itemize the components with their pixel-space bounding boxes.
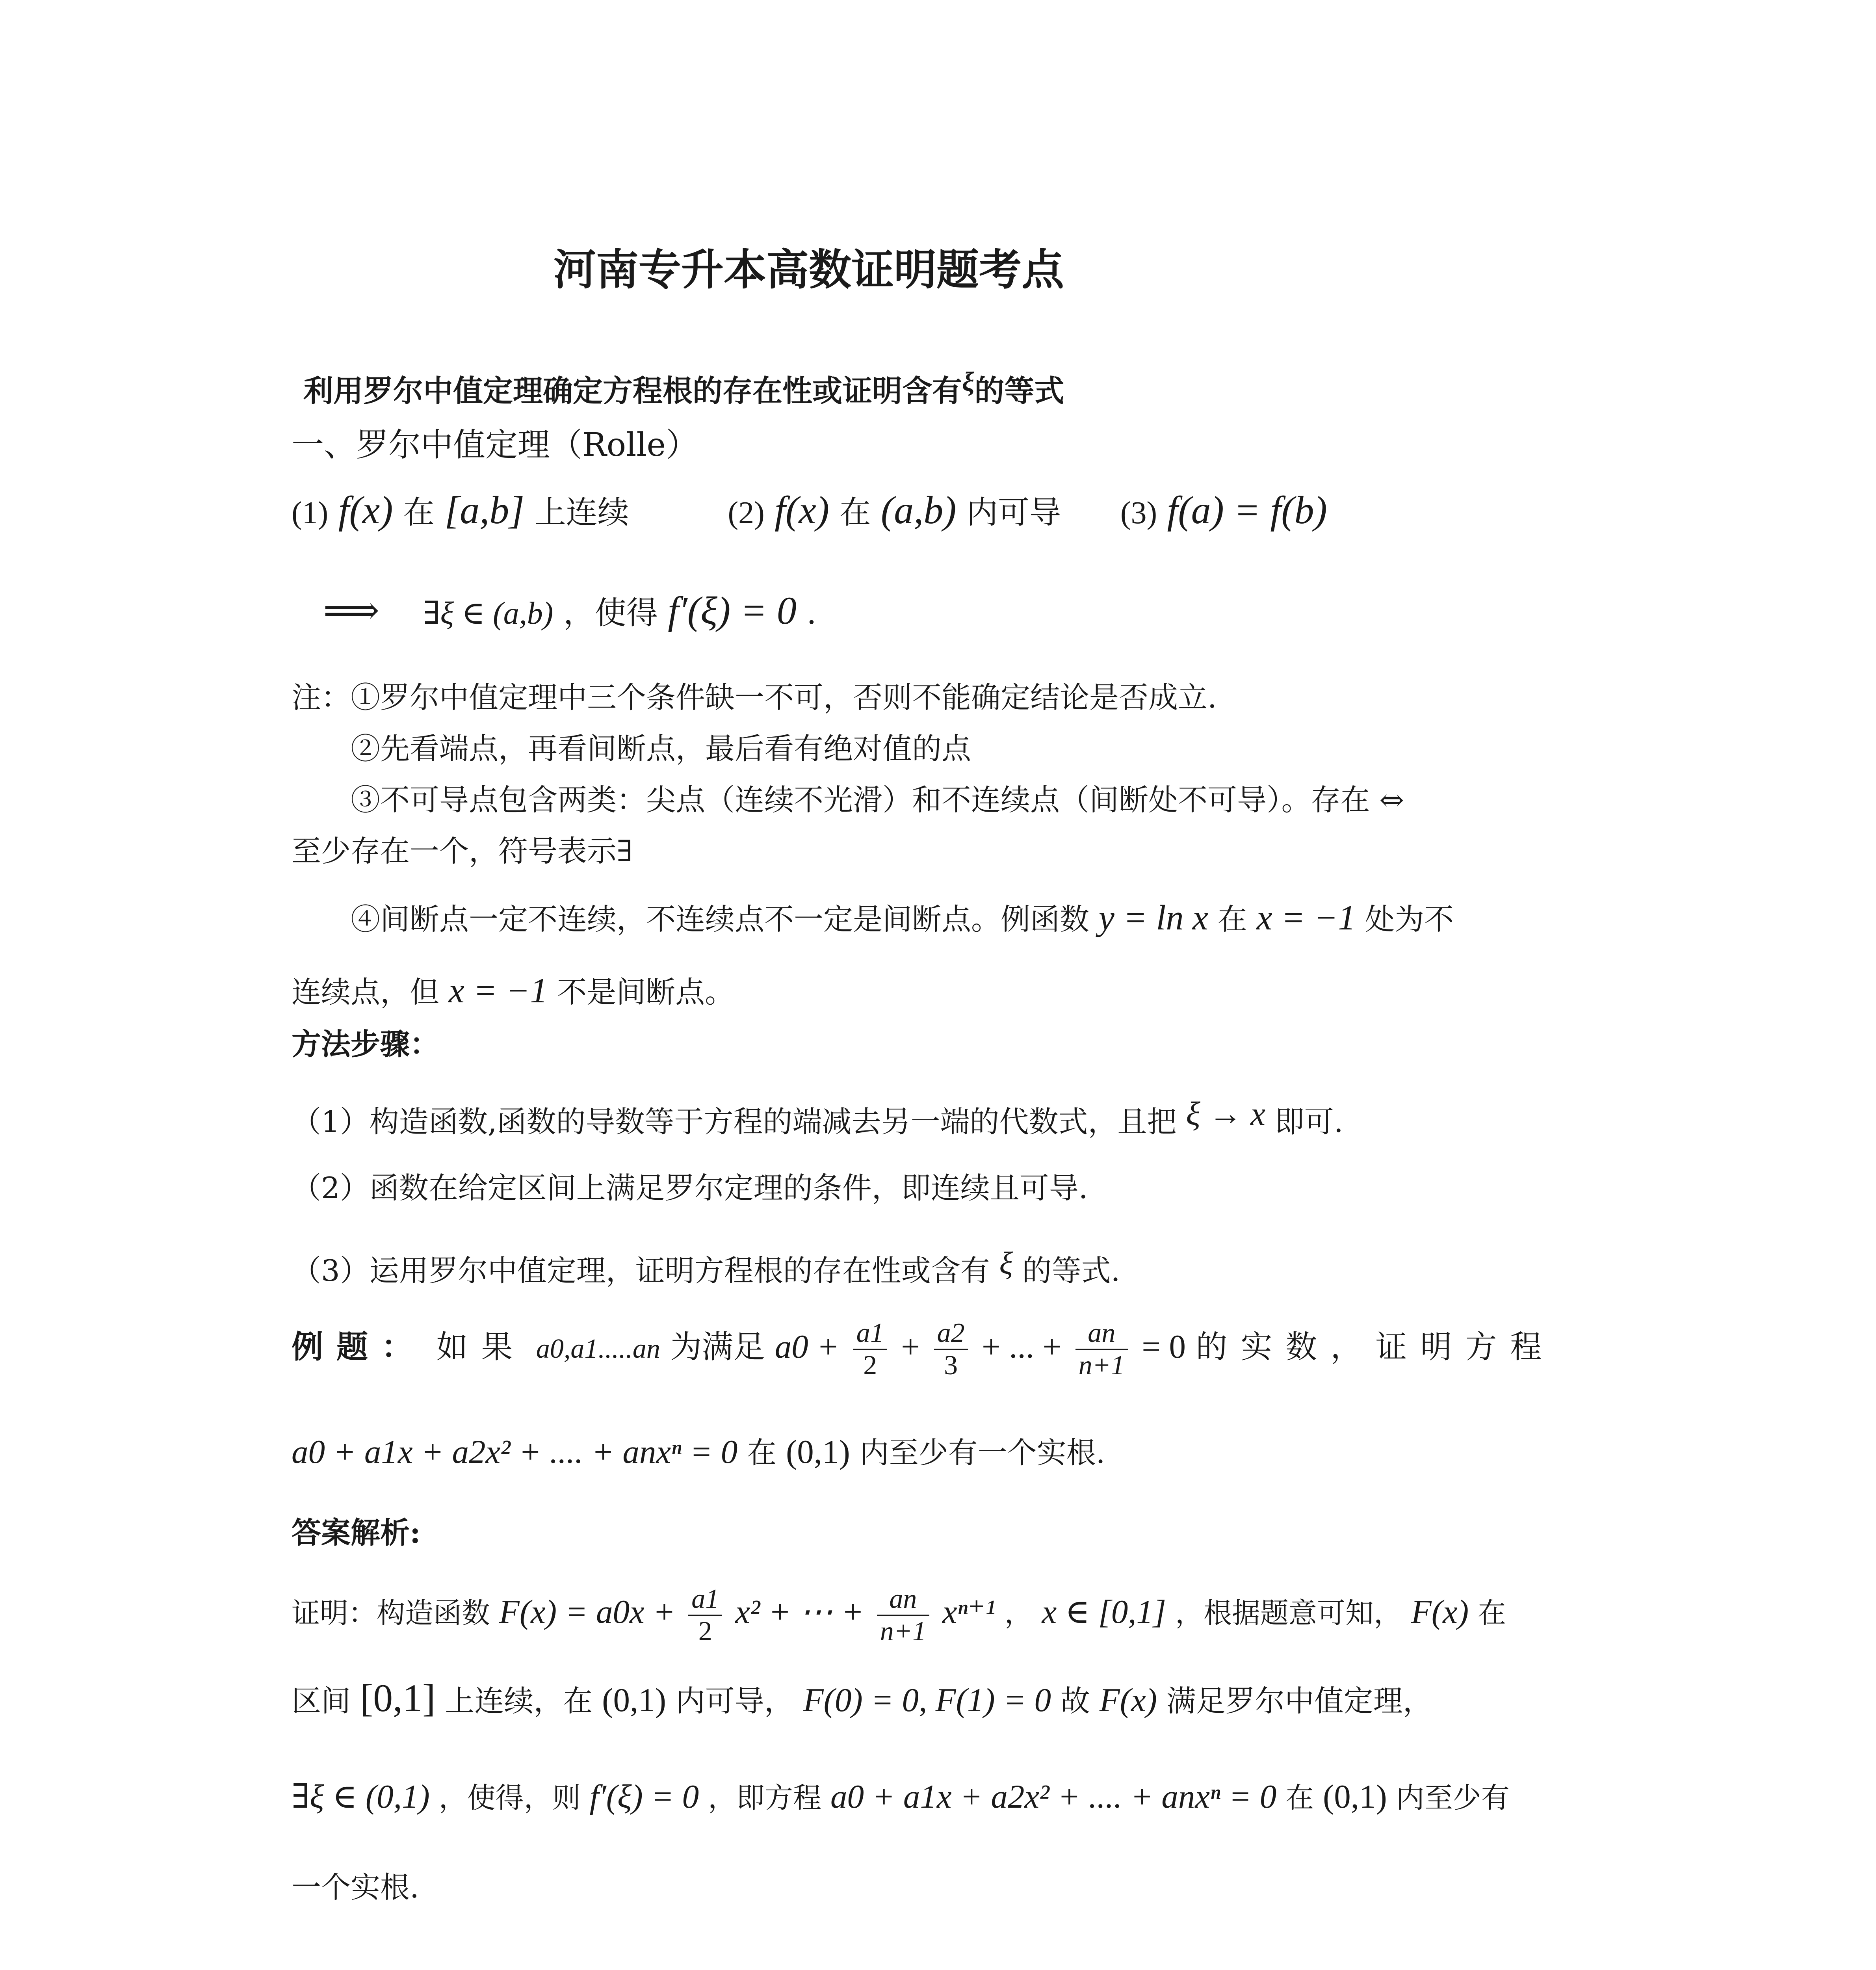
subtitle-text-end: 的等式 xyxy=(974,373,1064,409)
proof-3-end: 内至少有 xyxy=(1396,1781,1510,1814)
example-frac-1-den: 2 xyxy=(863,1350,877,1381)
example-cond: 为满足 xyxy=(670,1329,765,1365)
example-line-2-mid: 在 xyxy=(747,1435,777,1470)
step-3-xi: ξ xyxy=(999,1246,1013,1281)
proof-3-text-c: 在 xyxy=(1285,1781,1314,1814)
example-tail: 的实数，证明方程 xyxy=(1196,1329,1555,1365)
proof-1-F: F(x) = a0x + xyxy=(499,1593,676,1630)
note-4a-expr: y = ln x xyxy=(1098,898,1208,937)
answer-heading: 答案解析: xyxy=(292,1515,421,1550)
example-vars: a0,a1.....an xyxy=(536,1334,660,1364)
example-frac-2-num: a2 xyxy=(934,1318,968,1350)
cond2-func: f(x) xyxy=(775,488,830,532)
rolle-conditions xyxy=(292,489,1327,535)
proof-2-Fx: F(x) xyxy=(1099,1682,1157,1719)
proof-2-vals: F(0) = 0, F(1) = 0 xyxy=(803,1682,1051,1719)
example-eq: = 0 xyxy=(1142,1328,1186,1365)
cond1-end: 上连续 xyxy=(534,494,629,531)
note-4b-text: 连续点，但 xyxy=(292,975,440,1009)
cond1-interval: [a,b] xyxy=(444,488,525,532)
note-4a-x: x = −1 xyxy=(1256,898,1356,937)
step-1 xyxy=(292,1095,1343,1143)
proof-line-4: 一个实根. xyxy=(292,1870,419,1905)
example-label: 例题： xyxy=(292,1328,426,1365)
example-dots: + ... + xyxy=(982,1328,1062,1365)
proof-frac-1 xyxy=(688,1584,722,1647)
proof-2-text: 区间 xyxy=(292,1684,351,1718)
proof-3-exists: ∃ξ ∈ (0,1) xyxy=(292,1778,430,1815)
example-frac-1-num: a1 xyxy=(853,1318,887,1350)
cond2-label: (2) xyxy=(728,496,765,530)
cond2-mid: 在 xyxy=(839,494,871,531)
proof-frac-1-num: a1 xyxy=(688,1584,722,1616)
proof-2-open: (0,1) xyxy=(602,1682,667,1719)
proof-line-2 xyxy=(292,1676,1432,1723)
proof-1-domain: x ∈ [0,1] xyxy=(1042,1593,1166,1630)
example-line-1: 例题： 如果 a0,a1.....an 为满足 a0 + $\frac{a1}{2}$ + $\frac{a2}{3}$ + ... + $\frac{an}{n+1}$ = 0 的实数，证明方程 xyxy=(292,1318,1555,1381)
proof-frac-2-den: n+1 xyxy=(880,1616,926,1647)
subtitle-text: 利用罗尔中值定理确定方程根的存在性或证明含有 xyxy=(303,373,962,409)
proof-2-end: 满足罗尔中值定理， xyxy=(1166,1684,1432,1718)
cond2-end: 内可导 xyxy=(966,494,1061,531)
proof-line-1 xyxy=(292,1584,1506,1647)
cond3-expr: f(a) = f(b) xyxy=(1167,488,1327,532)
proof-3-text-b: ，即方程 xyxy=(708,1781,822,1814)
proof-1-xn: xⁿ⁺¹ xyxy=(942,1593,996,1630)
conclusion-expr: f′(ξ) = 0 xyxy=(668,589,797,632)
note-1: 注：①罗尔中值定理中三个条件缺一不可，否则不能确定结论是否成立. xyxy=(292,680,1217,715)
proof-1-text: 证明：构造函数 xyxy=(292,1596,490,1630)
cond1-label: (1) xyxy=(292,496,329,530)
proof-1-end: 在 xyxy=(1478,1596,1506,1630)
proof-frac-2 xyxy=(877,1584,929,1647)
note-4a xyxy=(351,896,1454,941)
proof-line-3 xyxy=(292,1775,1510,1819)
step-1-end: 即可. xyxy=(1274,1104,1343,1139)
step-1-expr: ξ → x xyxy=(1186,1095,1266,1132)
example-frac-2 xyxy=(934,1318,968,1381)
step-1-text: （1）构造函数,函数的导数等于方程的端减去另一端的代数式，且把 xyxy=(292,1104,1177,1139)
example-frac-3-den: n+1 xyxy=(1078,1350,1125,1381)
subtitle-xi: ξ xyxy=(962,367,975,397)
example-frac-2-den: 3 xyxy=(944,1350,958,1381)
note-4a-end: 处为不 xyxy=(1365,902,1454,937)
proof-3-deriv: f′(ξ) = 0 xyxy=(589,1778,699,1815)
example-line-2-eq: a0 + a1x + a2x² + .... + anxⁿ = 0 xyxy=(292,1433,738,1470)
cond1-mid: 在 xyxy=(403,494,435,531)
note-4b-end: 不是间断点。 xyxy=(557,975,735,1009)
note-4a-text: ④间断点一定不连续，不连续点不一定是间断点。例函数 xyxy=(351,902,1090,937)
example-a0: a0 + xyxy=(775,1328,840,1365)
method-heading: 方法步骤： xyxy=(292,1027,440,1061)
proof-frac-1-den: 2 xyxy=(698,1616,712,1647)
proof-2-interval: [0,1] xyxy=(360,1676,436,1720)
conclusion-text: ，使得 xyxy=(563,595,658,631)
example-line-2-end: 内至少有一个实根. xyxy=(859,1435,1105,1470)
note-3b: 至少存在一个，符号表示∃ xyxy=(292,834,633,868)
note-4a-mid: 在 xyxy=(1217,902,1247,937)
example-frac-3-num: an xyxy=(1075,1318,1128,1350)
conclusion-end: . xyxy=(806,595,817,631)
proof-2-text-b: 内可导， xyxy=(675,1684,794,1718)
example-frac-3 xyxy=(1075,1318,1128,1381)
proof-3-interval: (0,1) xyxy=(1323,1778,1387,1815)
step-2: （2）函数在给定区间上满足罗尔定理的条件，即连续且可导. xyxy=(292,1171,1088,1205)
page-title: 河南专升本高数证明题考点 xyxy=(554,245,1064,295)
proof-1-Fx: F(x) xyxy=(1411,1593,1469,1630)
proof-frac-2-num: an xyxy=(877,1584,929,1616)
note-4b xyxy=(292,969,734,1014)
proof-1-text-2: ，根据题意可知， xyxy=(1175,1596,1402,1630)
example-frac-1 xyxy=(853,1318,887,1381)
step-3 xyxy=(292,1246,1120,1292)
example-if: 如果 xyxy=(436,1329,526,1365)
implies-arrow: ⟹ xyxy=(323,589,380,632)
rolle-conclusion xyxy=(323,589,817,635)
note-4b-x: x = −1 xyxy=(448,971,548,1010)
cond2-interval: (a,b) xyxy=(880,488,957,532)
proof-2-text-a: 上连续，在 xyxy=(445,1684,593,1718)
note-3a: ③不可导点包含两类：尖点（连续不光滑）和不连续点（间断处不可导）。存在 ⇔ xyxy=(351,782,1404,817)
step-3-text: （3）运用罗尔中值定理，证明方程根的存在性或含有 xyxy=(292,1253,990,1288)
cond1-func: f(x) xyxy=(338,488,393,532)
example-line-2 xyxy=(292,1430,1105,1474)
cond3-label: (3) xyxy=(1120,496,1157,530)
proof-3-text-a: ，使得，则 xyxy=(438,1781,581,1814)
proof-1-x2: x² + ⋯ + xyxy=(735,1593,864,1630)
conclusion-exists: ∃ξ ∈ (a,b) xyxy=(423,596,554,631)
section-subtitle xyxy=(303,361,1064,413)
proof-2-text-c: 故 xyxy=(1060,1684,1090,1718)
example-line-2-interval: (0,1) xyxy=(786,1433,850,1470)
proof-3-eq: a0 + a1x + a2x² + .... + anxⁿ = 0 xyxy=(830,1778,1277,1815)
step-3-end: 的等式. xyxy=(1022,1253,1120,1288)
rolle-heading: 一、罗尔中值定理（Rolle） xyxy=(292,426,698,464)
proof-1-comma: ， xyxy=(1004,1596,1033,1630)
note-2: ②先看端点，再看间断点，最后看有绝对值的点 xyxy=(351,731,971,766)
